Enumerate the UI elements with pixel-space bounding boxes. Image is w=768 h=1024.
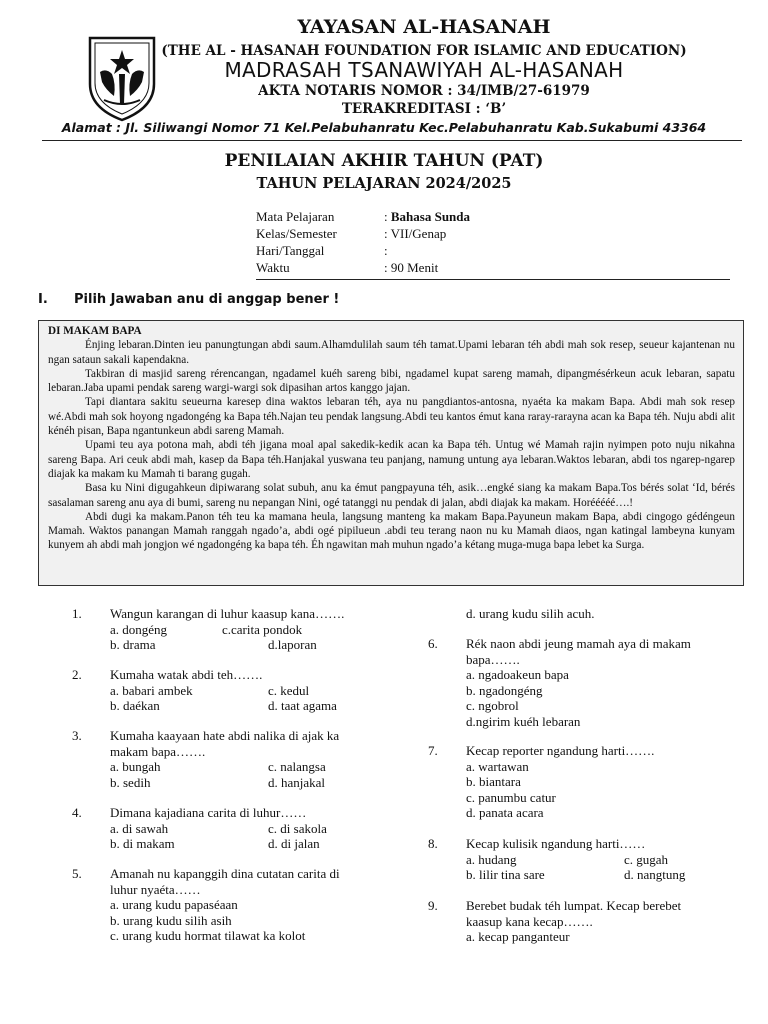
section-instruction-text: Pilih Jawaban anu di anggap bener ! — [74, 292, 340, 307]
question-stem: Berebet budak téh lumpat. Kecap berebet — [466, 898, 682, 913]
meta-label-class: Kelas/Semester — [256, 226, 337, 241]
question-number: 4. — [72, 805, 82, 820]
reading-passage — [38, 320, 744, 586]
question-stem: Rék naon abdi jeung mamah aya di makam — [466, 636, 691, 651]
option-b: b. urang kudu silih asih — [110, 912, 232, 928]
question-number: 6. — [428, 636, 438, 651]
option-a: a. babari ambek — [110, 682, 193, 698]
option-d: d. di jalan — [268, 836, 320, 852]
option-c: c. nalangsa — [268, 759, 326, 775]
question-5 — [72, 866, 402, 946]
question-number: 5. — [72, 866, 82, 881]
option-b: b. ngadongéng — [466, 682, 543, 698]
option-d: d. nangtung — [624, 867, 686, 883]
question-stem-continued: makam bapa……. — [110, 743, 206, 759]
option-c: c. urang kudu hormat tilawat ka kolot — [110, 928, 306, 944]
meta-value-subject: : Bahasa Sunda — [384, 209, 471, 224]
option-a: a. urang kudu papaséaan — [110, 897, 238, 913]
option-c: c. ngobrol — [466, 698, 519, 714]
foundation-english-name: (THE AL - HASANAH FOUNDATION FOR ISLAMIC AND EDUCATION) — [161, 43, 687, 59]
option-a: a. ngadoakeun bapa — [466, 667, 569, 683]
question-number: 8. — [428, 836, 438, 851]
meta-value-date: : — [384, 243, 388, 258]
option-b: b. drama — [110, 637, 156, 653]
question-1 — [72, 606, 402, 654]
option-b: b. lilir tina sare — [466, 867, 545, 883]
question-number: 1. — [72, 606, 82, 621]
question-stem: Kecap kulisik ngandung harti…… — [466, 836, 646, 851]
option-d: d. taat agama — [268, 698, 337, 714]
question-stem: Dimana kajadiana carita di luhur…… — [110, 805, 307, 820]
option-a: a. wartawan — [466, 758, 529, 774]
question-stem-continued: kaasup kana kecap……. — [466, 913, 593, 929]
foundation-name: YAYASAN AL-HASANAH — [297, 16, 551, 38]
question-stem-continued: luhur nyaéta…… — [110, 881, 201, 897]
reading-paragraph: Énjing lebaran.Dinten ieu panungtungan abdi saum.Alhamdulilah saum téh tamat.Upami lebaran téh abdi mah sok resep, seueur kajantenan nu ngan sataun sakali kapendakna. — [48, 339, 735, 366]
option-b: b. daékan — [110, 698, 160, 714]
option-b: b. sedih — [110, 774, 151, 790]
meta-label-subject: Mata Pelajaran — [256, 209, 335, 224]
reading-paragraph: Basa ku Nini digugahkeun dipiwarang solat subuh, anu ka émut pangpayuna téh, asik…engké siang ka makam Bapa.Tos bérés solat ‘Id, bérés sasalaman sareng anu aya di bumi, sareng nu nepangan Nini, ogé tatanggi nu pendak di jalan, abdi diajak ka makam. Horééééé….! — [48, 482, 735, 509]
option-a: a. bungah — [110, 759, 161, 775]
option-d: d. urang kudu silih acuh. — [466, 606, 595, 621]
meta-divider — [256, 279, 730, 280]
question-number: 7. — [428, 743, 438, 758]
meta-label-time: Waktu — [256, 260, 290, 275]
header-divider — [42, 140, 742, 141]
meta-value-class: : VII/Genap — [384, 226, 447, 241]
question-number: 3. — [72, 728, 82, 743]
question-stem-continued: bapa……. — [466, 651, 520, 667]
question-2 — [72, 667, 402, 715]
meta-value-time: : 90 Menit — [384, 260, 439, 275]
reading-paragraph: Tapi diantara sakitu seueurna karesep dina waktos lebaran téh, aya nu pangdiantos-antosna, nyaéta ka makam Bapa. Abdi mah sok resep wé.Abdi mah sok hoyong ngadongéng ka Bapa téh.Najan teu pendak langsung.Abdi teu kantos émut kana raray-rarayna acan ka Bapa téh. Nuju abdi alit kénéh pisan, Bapa ngantunkeun abdi sareng Mamah. — [48, 396, 735, 438]
question-stem: Wangun karangan di luhur kaasup kana……. — [110, 606, 345, 621]
option-d: d. hanjakal — [268, 774, 326, 790]
section-number: I. — [38, 292, 48, 307]
option-a: a. hudang — [466, 851, 517, 867]
madrasah-name: MADRASAH TSANAWIYAH AL-HASANAH — [224, 58, 624, 82]
question-3 — [72, 728, 402, 792]
accreditation: TERAKREDITASI : ‘B’ — [341, 101, 507, 117]
question-6 — [428, 636, 748, 732]
address: Alamat : Jl. Siliwangi Nomor 71 Kel.Pelabuhanratu Kec.Pelabuhanratu Kab.Sukabumi 43364 — [61, 120, 707, 135]
option-a: a. dongéng — [110, 621, 168, 637]
question-9 — [428, 898, 748, 946]
option-d: d. panata acara — [466, 805, 544, 821]
reading-paragraph: Upami teu aya potona mah, abdi téh jigana moal apal sakedik-kedik acan ka Bapa téh. Untug wé Mamah rajin nyimpen poto nuju nikahna sareng Bapa. Ari ceuk abdi mah, kasep da Bapa téh.Hanjakal yuswana teu panjang, namung untung aya lebaran.Waktos lebaran, abdi tos ngarep-ngarep diajak ka makam ku Mamah ti barang gugah. — [48, 439, 735, 480]
option-c: c.carita pondok — [222, 621, 303, 637]
option-c: c. gugah — [624, 851, 669, 867]
notary-deed: AKTA NOTARIS NOMOR : 34/IMB/27-61979 — [258, 83, 590, 99]
option-b: b. biantara — [466, 774, 521, 790]
reading-paragraph: Takbiran di masjid sareng rérencangan, ngadamel kuéh sareng bibi, ngadamel kupat sareng mamah, dipangmésérkeun acuk lebaran, sapatu lebaran.Jaba upami pendak sareng wargi-wargi sok dipasihan artos kanggo jajan. — [48, 367, 735, 395]
exam-title: PENILAIAN AKHIR TAHUN (PAT) — [224, 151, 544, 171]
option-c: c. panumbu catur — [466, 789, 556, 805]
question-stem: Kumaha kaayaan hate abdi nalika di ajak ka — [110, 728, 340, 743]
question-4 — [72, 805, 402, 853]
meta-label-date: Hari/Tanggal — [256, 243, 325, 258]
question-stem: Kecap reporter ngandung harti……. — [466, 743, 655, 758]
option-d: d.laporan — [268, 637, 317, 653]
option-a: a. di sawah — [110, 820, 169, 836]
option-c: c. kedul — [268, 682, 310, 698]
reading-paragraph: Abdi dugi ka makam.Panon téh teu ka mamana heula, langsung manteng ka makam Bapa.Payuneun makam Bapa, abdi cingogo gédéngeun Mamah. Waktos panangan Mamah ranggah ngado’a, abdi ogé pipilueun .abdi teu terang naon nu ku Mamah diaos, ngan katingal lambeyna kunyam kunyem ah abdi mah jongjon wé ngadongéng ka bapa téh. Éh ngawitan mah muhun ngado’a kétang muga-muga bapa lebet ka Surga. — [48, 510, 735, 552]
question-stem: Amanah nu kapanggih dina cutatan carita di — [110, 866, 340, 881]
option-a: a. kecap panganteur — [466, 929, 570, 945]
option-d: d.ngirim kuéh lebaran — [466, 714, 581, 729]
question-number: 2. — [72, 667, 82, 682]
question-stem: Kumaha watak abdi teh……. — [110, 667, 263, 682]
option-c: c. di sakola — [268, 820, 327, 836]
question-number: 9. — [428, 898, 438, 913]
exam-year: TAHUN PELAJARAN 2024/2025 — [256, 175, 512, 192]
question-7 — [428, 743, 748, 823]
question-5-continued — [428, 606, 748, 624]
reading-title: DI MAKAM BAPA — [48, 325, 142, 337]
option-b: b. di makam — [110, 836, 175, 852]
question-8 — [428, 836, 748, 884]
